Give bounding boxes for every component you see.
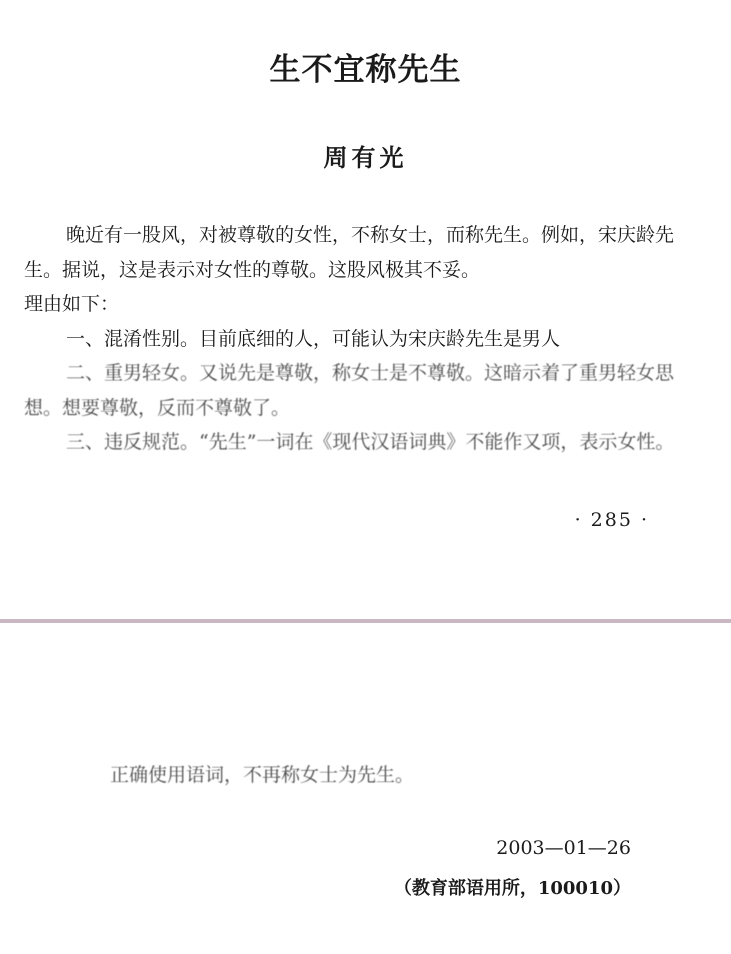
page-divider: [0, 619, 731, 623]
article-author: 周有光: [323, 143, 408, 172]
paragraph-reason-1: 一、混淆性别。目前底细的人，可能认为宋庆龄先生是男人: [66, 327, 561, 350]
article-title: [0, 44, 731, 89]
author-affiliation: （教育部语用所，100010）: [393, 878, 631, 899]
closing-sentence: 正确使用语词，不再称女士为先生。: [110, 764, 415, 786]
article-date: 2003—01—26: [496, 837, 631, 859]
page-number: · 285 ·: [574, 509, 649, 531]
page-bottom: [0, 624, 731, 954]
paragraph-reason-2: 二、重男轻女。又说先是尊敬，称女士是不尊敬。这暗示着了重男轻女思想。想要尊敬，反而不尊敬了。: [24, 362, 675, 419]
article-title-text: 生不宜称先生: [264, 44, 468, 89]
article-body: [24, 218, 704, 460]
paragraph-reason-3: 三、违反规范。“先生”一词在《现代汉语词典》不能作又项，表示女性。: [66, 431, 675, 453]
paragraph-reasons-lead: 理由如下：: [24, 293, 120, 315]
paragraph-intro: 晚近有一股风，对被尊敬的女性，不称女士，而称先生。例如，宋庆龄先生。据说，这是表示对女性的尊敬。这股风极其不妥。: [24, 224, 675, 281]
